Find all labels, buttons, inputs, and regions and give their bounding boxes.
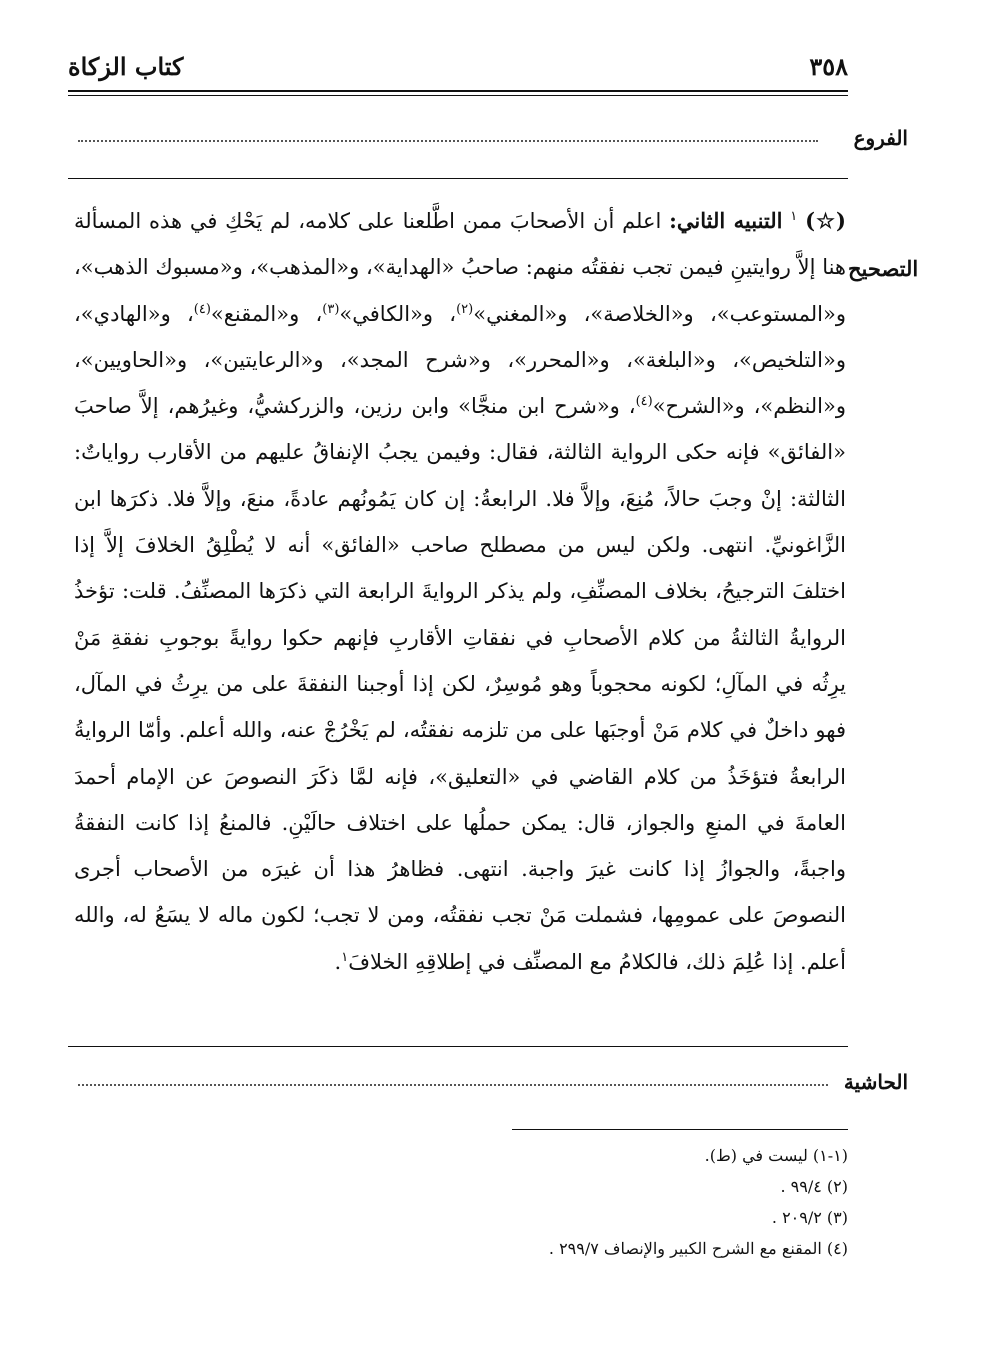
tashih-paragraph xyxy=(74,198,846,985)
footnote-4: (٤) المقنع مع الشرح الكبير والإنصاف ٢٩٩/٧ . xyxy=(548,1239,848,1258)
furu-dotted-line xyxy=(78,140,818,142)
body-text-b: ، و«الكافي» xyxy=(339,301,457,326)
hashiya-label: الحاشية xyxy=(843,1070,908,1094)
furu-section xyxy=(78,126,908,156)
hashiya-section xyxy=(78,1070,908,1100)
open-ref-marker: ١ xyxy=(790,209,798,224)
furu-label: الفروع xyxy=(853,126,908,150)
furu-separator xyxy=(68,178,848,179)
tashih-separator xyxy=(68,1046,848,1047)
tashih-body xyxy=(74,198,846,985)
header-rule-bottom xyxy=(68,95,848,96)
ref-2: (٢) xyxy=(456,301,474,317)
body-closing: . xyxy=(334,949,342,974)
footnote-3: (٣) ٢٠٩/٢ . xyxy=(771,1208,848,1227)
body-text-e: ، و«شرح ابن منجَّا» وابن رزين، والزركشيُّ، وغيرُهم، إلاَّ صاحبَ «الفائق» فإنه حكى الرواية الثالثة، فقال: وفيمن يجبُ الإنفاقُ عليهم من الأقارب رواياتٌ: الثالثة: إنْ وجبَ حالاً، مُنِعَ، وإلاَّ فلا. الرابعةُ: إن كان يَمُونُهم عادةً، منعَ، وإلاَّ فلا. ذكرَها ابن الزَّاغونيِّ. انتهى. ولكن ليس من مصطلح صاحب «الفائق» أنه لا يُطْلِقُ الخلافَ إلاَّ إذا اختلفَ الترجيحُ، بخلاف المصنِّفِ، ولم يذكر الروايةَ الرابعة التي ذكرَها المصنِّفُ. قلت: تؤخذُ الروايةُ الثالثةُ من كلام الأصحابِ في نفقاتِ الأقاربِ فإنهم حكوا روايةً بوجوبِ نفقةِ مَنْ يرِثُه في المآلِ؛ لكونه محجوباً وهو مُوسِرٌ، لكن إذا أوجبنا النفقةَ على من يرِثُ في المآل، فهو داخلٌ في كلام مَنْ أوجبَها على من تلزمه نفقتُه، لم يَخْرُجْ عنه، والله أعلم. وأمّا الروايةُ الرابعةُ فتؤخَذُ من كلام القاضي في «التعليق»، فإنه لمَّا ذكَرَ النصوصَ عن الإمام أحمدَ العامةَ في المنعِ والجواز، قال: يمكن حملُها على اختلاف حالَيْنِ. فالمنعُ إذا كانت النفقةُ واجبةً، والجوازُ إذا كانت غيرَ واجبة. انتهى. فظاهرُ هذا أن غيرَه من الأصحاب أجرى النصوصَ على عمومِها، فشملت مَنْ تجب نفقتُه، ومن لا تجب؛ لكون ماله لا يسَعُ له، والله أعلم. إذا عُلِمَ ذلك، فالكلامُ مع المصنِّف في إطلاقِهِ الخلافَ xyxy=(74,394,846,974)
close-ref-marker: ١ xyxy=(341,949,349,965)
book-title: كتاب الزكاة xyxy=(68,52,184,81)
header-rule-top xyxy=(68,90,848,92)
ref-4b: (٤) xyxy=(635,394,653,410)
body-text-d: ، و«الهادي»، و«التلخيص»، و«البلغة»، و«المحرر»، و«شرح المجد»، و«الرعايتين»، و«الحاويين»، و«النظم»، و«الشرح» xyxy=(74,301,847,419)
page-header xyxy=(68,52,848,92)
footnotes xyxy=(300,1140,848,1264)
hashiya-dotted-line xyxy=(78,1084,828,1086)
tanbih-heading: التنبيه الثاني: xyxy=(669,208,783,233)
ref-3: (٣) xyxy=(322,301,340,317)
footnote-rule xyxy=(512,1129,848,1130)
footnote-1: (١-١) ليست في (ط). xyxy=(704,1146,848,1165)
body-text-a: اعلم أن الأصحابَ ممن اطَّلعنا على كلامه، لم يَحْكِ في هذه المسألة هنا إلاَّ روايتينِ فيمن تجب نفقتُه منهم: صاحبُ «الهداية»، و«المذهب»، و«مسبوك الذهب»، و«المستوعب»، و«الخلاصة»، و«المغني» xyxy=(74,209,846,326)
ref-4a: (٤) xyxy=(193,301,211,317)
body-text-c: ، و«المقنع» xyxy=(210,301,323,326)
footnote-2: (٢) ٩٩/٤ . xyxy=(780,1177,848,1196)
tashih-label: التصحيح xyxy=(848,256,919,281)
page-number: ٣٥٨ xyxy=(809,52,848,81)
star-marker: (☆) xyxy=(805,208,846,233)
